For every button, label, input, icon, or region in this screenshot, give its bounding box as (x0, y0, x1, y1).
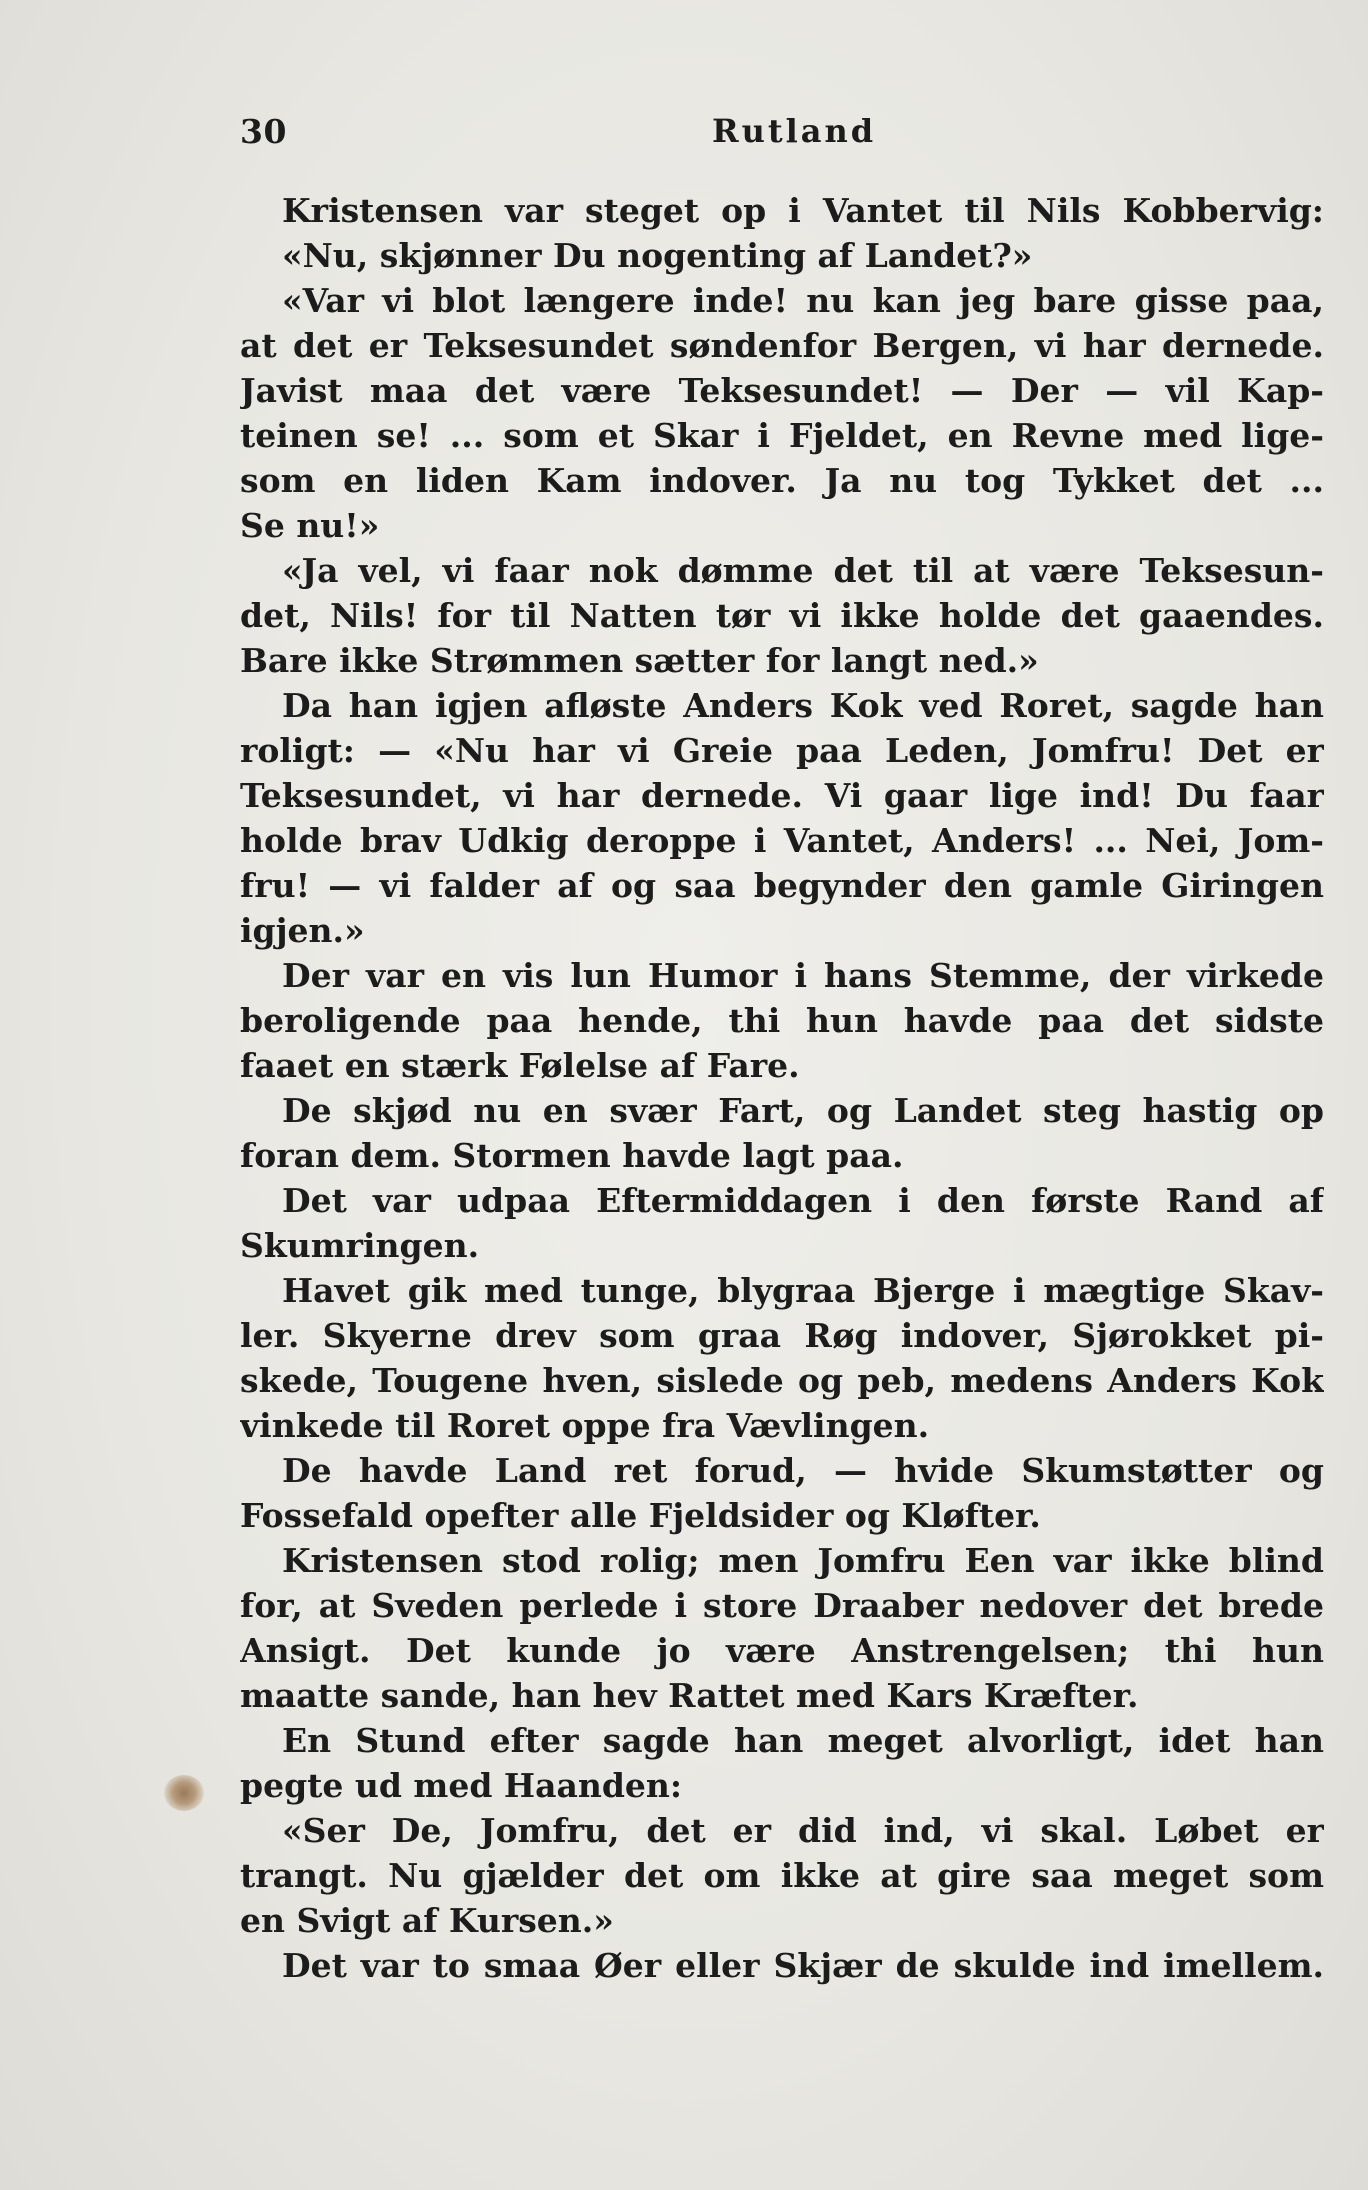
text-line: Da han igjen afløste Anders Kok ved Roret, sagde han (282, 686, 1324, 725)
text-line: igjen.» (240, 911, 365, 950)
text-line: «Nu, skjønner Du nogenting af Landet?» (282, 236, 1033, 275)
text-line: at det er Teksesundet søndenfor Bergen, vi har dernede. (240, 326, 1324, 365)
text-line: fru! — vi falder af og saa begynder den gamle Giringen (240, 866, 1324, 905)
text-line: Det var udpaa Eftermiddagen i den første Rand af (282, 1181, 1324, 1220)
text-line: Ansigt. Det kunde jo være Anstrengelsen; thi hun (240, 1631, 1324, 1670)
running-title: Rutland (712, 112, 877, 150)
text-line: Se nu!» (240, 506, 380, 545)
text-line: «Var vi blot længere inde! nu kan jeg bare gisse paa, (282, 281, 1324, 320)
text-line: Teksesundet, vi har dernede. Vi gaar lige ind! Du faar (240, 776, 1324, 815)
text-line: Skumringen. (240, 1226, 480, 1265)
text-line: holde brav Udkig deroppe i Vantet, Anders! ... Nei, Jom- (240, 821, 1324, 860)
text-line: det, Nils! for til Natten tør vi ikke holde det gaaendes. (240, 596, 1324, 635)
text-line: en Svigt af Kursen.» (240, 1901, 614, 1940)
text-line: Kristensen stod rolig; men Jomfru Een var ikke blind (282, 1541, 1324, 1580)
text-line: skede, Tougene hven, sislede og peb, medens Anders Kok (240, 1361, 1324, 1400)
paper-stain (164, 1775, 204, 1811)
text-line: roligt: — «Nu har vi Greie paa Leden, Jomfru! Det er (240, 731, 1324, 770)
text-line: «Ser De, Jomfru, det er did ind, vi skal. Løbet er (282, 1811, 1324, 1850)
text-line: Det var to smaa Øer eller Skjær de skulde ind imellem. (282, 1946, 1324, 1985)
text-line: ler. Skyerne drev som graa Røg indover, Sjørokket pi- (240, 1316, 1324, 1355)
text-line: for, at Sveden perlede i store Draaber nedover det brede (240, 1586, 1324, 1625)
text-line: pegte ud med Haanden: (240, 1766, 683, 1805)
text-line: De havde Land ret forud, — hvide Skumstøtter og (282, 1451, 1324, 1490)
text-line: «Ja vel, vi faar nok dømme det til at være Teksesun- (282, 551, 1324, 590)
text-line: beroligende paa hende, thi hun havde paa det sidste (240, 1001, 1324, 1040)
text-line: vinkede til Roret oppe fra Vævlingen. (240, 1406, 930, 1445)
text-line: Fossefald opefter alle Fjeldsider og Kløfter. (240, 1496, 1041, 1535)
text-line: teinen se! ... som et Skar i Fjeldet, en Revne med lige- (240, 416, 1324, 455)
text-line: maatte sande, han hev Rattet med Kars Kræfter. (240, 1676, 1139, 1715)
text-line: Javist maa det være Teksesundet! — Der — vil Kap- (240, 371, 1324, 410)
text-line: Havet gik med tunge, blygraa Bjerge i mægtige Skav- (282, 1271, 1324, 1310)
text-line: faaet en stærk Følelse af Fare. (240, 1046, 800, 1085)
text-line: Der var en vis lun Humor i hans Stemme, der virkede (282, 956, 1324, 995)
text-line: som en liden Kam indover. Ja nu tog Tykket det ... (240, 461, 1324, 500)
page-header (0, 112, 1368, 160)
text-line: De skjød nu en svær Fart, og Landet steg hastig op (282, 1091, 1324, 1130)
body-text (240, 188, 1324, 1988)
text-line: Kristensen var steget op i Vantet til Nils Kobbervig: (282, 191, 1324, 230)
text-line: foran dem. Stormen havde lagt paa. (240, 1136, 904, 1175)
text-line: trangt. Nu gjælder det om ikke at gire saa meget som (240, 1856, 1324, 1895)
text-line: Bare ikke Strømmen sætter for langt ned.» (240, 641, 1039, 680)
text-line: En Stund efter sagde han meget alvorligt, idet han (282, 1721, 1324, 1760)
page-number: 30 (240, 112, 287, 151)
